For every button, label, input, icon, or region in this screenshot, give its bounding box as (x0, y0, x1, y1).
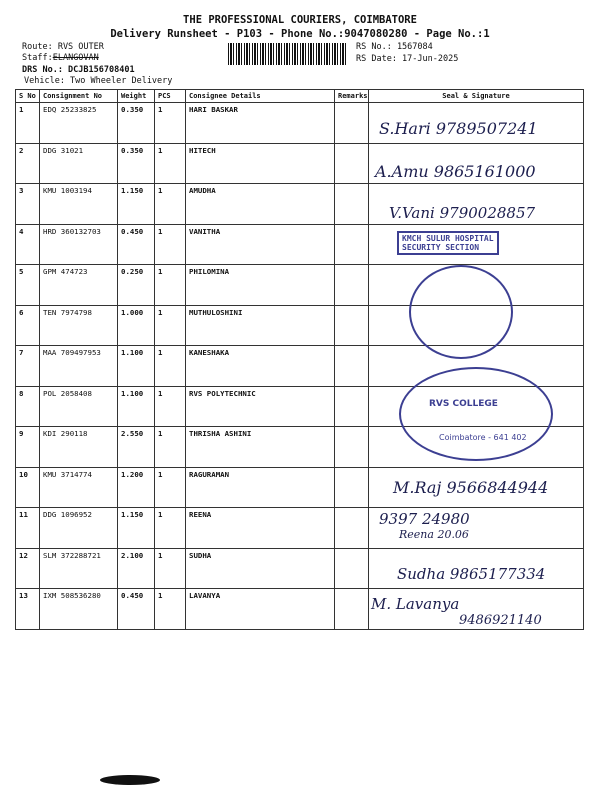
table-row (16, 467, 584, 508)
sno: 3 (16, 184, 40, 225)
signature-cell (369, 103, 584, 144)
pcs: 1 (155, 103, 186, 144)
consignee: KANESHAKA (186, 346, 335, 387)
pcs: 1 (155, 224, 186, 265)
signature-cell (369, 467, 584, 508)
col-signature: Seal & Signature (369, 90, 584, 103)
ink-smudge (100, 775, 160, 785)
table-row (16, 548, 584, 589)
col-sno: S No (16, 90, 40, 103)
consignment-no: KMU 1003194 (40, 184, 118, 225)
weight: 0.250 (118, 265, 155, 306)
staff-label: Staff: (22, 53, 53, 63)
table-row (16, 184, 584, 225)
col-consignment: Consignment No (40, 90, 118, 103)
consignment-no: EDQ 25233825 (40, 103, 118, 144)
weight: 0.450 (118, 224, 155, 265)
table-row (16, 103, 584, 144)
route: Route: RVS OUTER (22, 42, 104, 52)
weight: 0.450 (118, 589, 155, 630)
consignee: SUDHA (186, 548, 335, 589)
sno: 12 (16, 548, 40, 589)
table-row (16, 386, 584, 427)
consignment-no: MAA 709497953 (40, 346, 118, 387)
consignee: RVS POLYTECHNIC (186, 386, 335, 427)
signature-cell (369, 143, 584, 184)
runsheet-table (15, 89, 584, 630)
weight: 1.000 (118, 305, 155, 346)
signature: Sudha 9865177334 (397, 564, 546, 583)
rs-date: RS Date: 17-Jun-2025 (356, 54, 459, 64)
staff-name: ELANGOVAN (52, 53, 99, 63)
pcs: 1 (155, 589, 186, 630)
remarks (335, 467, 369, 508)
rs-number: RS No.: 1567084 (356, 42, 433, 52)
table-row (16, 305, 584, 346)
signature-cell (369, 224, 584, 265)
consignment-no: KDI 290118 (40, 427, 118, 468)
sno: 6 (16, 305, 40, 346)
table-row (16, 265, 584, 306)
sno: 5 (16, 265, 40, 306)
consignee: VANITHA (186, 224, 335, 265)
remarks (335, 184, 369, 225)
signature: S.Hari 9789507241 (379, 119, 538, 138)
remarks (335, 589, 369, 630)
weight: 1.200 (118, 467, 155, 508)
pcs: 1 (155, 143, 186, 184)
sno: 9 (16, 427, 40, 468)
consignee: RAGURAMAN (186, 467, 335, 508)
sno: 11 (16, 508, 40, 549)
consignment-no: DDG 31021 (40, 143, 118, 184)
pcs: 1 (155, 548, 186, 589)
consignment-no: SLM 372288721 (40, 548, 118, 589)
barcode (228, 43, 346, 65)
table-row (16, 224, 584, 265)
remarks (335, 305, 369, 346)
signature-cell (369, 386, 584, 442)
table-row (16, 143, 584, 184)
table-header (16, 90, 584, 103)
sno: 13 (16, 589, 40, 630)
consignment-no: GPM 474723 (40, 265, 118, 306)
col-consignee: Consignee Details (186, 90, 335, 103)
signature-phone: 9486921140 (459, 613, 542, 628)
pcs: 1 (155, 346, 186, 387)
remarks (335, 103, 369, 144)
consignee: AMUDHA (186, 184, 335, 225)
pcs: 1 (155, 386, 186, 427)
remarks (335, 386, 369, 427)
col-pcs: PCS (155, 90, 186, 103)
remarks (335, 346, 369, 387)
sno: 1 (16, 103, 40, 144)
signature: M. Lavanya (371, 595, 460, 613)
col-remarks: Remarks (335, 90, 369, 103)
consignee: HITECH (186, 143, 335, 184)
company-title: THE PROFESSIONAL COURIERS, COIMBATORE (183, 14, 417, 26)
consignee: MUTHULOSHINI (186, 305, 335, 346)
weight: 1.150 (118, 184, 155, 225)
weight: 1.100 (118, 346, 155, 387)
pcs: 1 (155, 508, 186, 549)
signature-cell (369, 305, 584, 346)
signature-cell (369, 548, 584, 589)
consignee: PHILOMINA (186, 265, 335, 306)
signature: V.Vani 9790028857 (389, 204, 536, 222)
weight: 0.350 (118, 103, 155, 144)
table-row (16, 589, 584, 630)
remarks (335, 143, 369, 184)
weight: 2.100 (118, 548, 155, 589)
signature: Reena 20.06 (399, 528, 469, 541)
signature-cell (369, 508, 584, 549)
sno: 7 (16, 346, 40, 387)
remarks (335, 548, 369, 589)
sno: 4 (16, 224, 40, 265)
consignee: REENA (186, 508, 335, 549)
col-weight: Weight (118, 90, 155, 103)
pcs: 1 (155, 427, 186, 468)
weight: 0.350 (118, 143, 155, 184)
stamp-security: SECURITY SECTION (402, 242, 480, 252)
seal-place: Coimbatore - 641 402 (439, 432, 527, 442)
consignee: LAVANYA (186, 589, 335, 630)
vehicle: Vehicle: Two Wheeler Delivery (24, 76, 173, 86)
remarks (335, 224, 369, 265)
signature-cell (369, 589, 584, 630)
remarks (335, 265, 369, 306)
runsheet-subtitle: Delivery Runsheet - P103 - Phone No.:9047080280 - Page No.:1 (110, 28, 490, 40)
consignee: THRISHA ASHINI (186, 427, 335, 468)
sno: 2 (16, 143, 40, 184)
weight: 1.100 (118, 386, 155, 427)
consignment-no: KMU 3714774 (40, 467, 118, 508)
sno: 10 (16, 467, 40, 508)
hospital-stamp (397, 231, 499, 255)
remarks (335, 427, 369, 468)
remarks (335, 508, 369, 549)
table-row (16, 508, 584, 549)
signature: A.Amu 9865161000 (375, 161, 536, 181)
seal-college-name: RVS COLLEGE (429, 398, 498, 409)
weight: 1.150 (118, 508, 155, 549)
pcs: 1 (155, 265, 186, 306)
pcs: 1 (155, 305, 186, 346)
drs-number: DRS No.: DCJB156708401 (22, 65, 135, 75)
sno: 8 (16, 386, 40, 427)
signature-cell (369, 184, 584, 225)
consignment-no: DDG 1096952 (40, 508, 118, 549)
weight: 2.550 (118, 427, 155, 468)
stamp-kmch: KMCH SULUR HOSPITAL (402, 233, 494, 243)
signature: M.Raj 9566844944 (393, 477, 549, 497)
consignee: HARI BASKAR (186, 103, 335, 144)
signature-cell (369, 265, 584, 306)
consignment-no: POL 2058408 (40, 386, 118, 427)
consignment-no: TEN 7974798 (40, 305, 118, 346)
pcs: 1 (155, 467, 186, 508)
signature-phone: 9397 24980 (379, 510, 470, 528)
consignment-no: HRD 360132703 (40, 224, 118, 265)
consignment-no: IXM 508536280 (40, 589, 118, 630)
pcs: 1 (155, 184, 186, 225)
staff (22, 53, 99, 63)
